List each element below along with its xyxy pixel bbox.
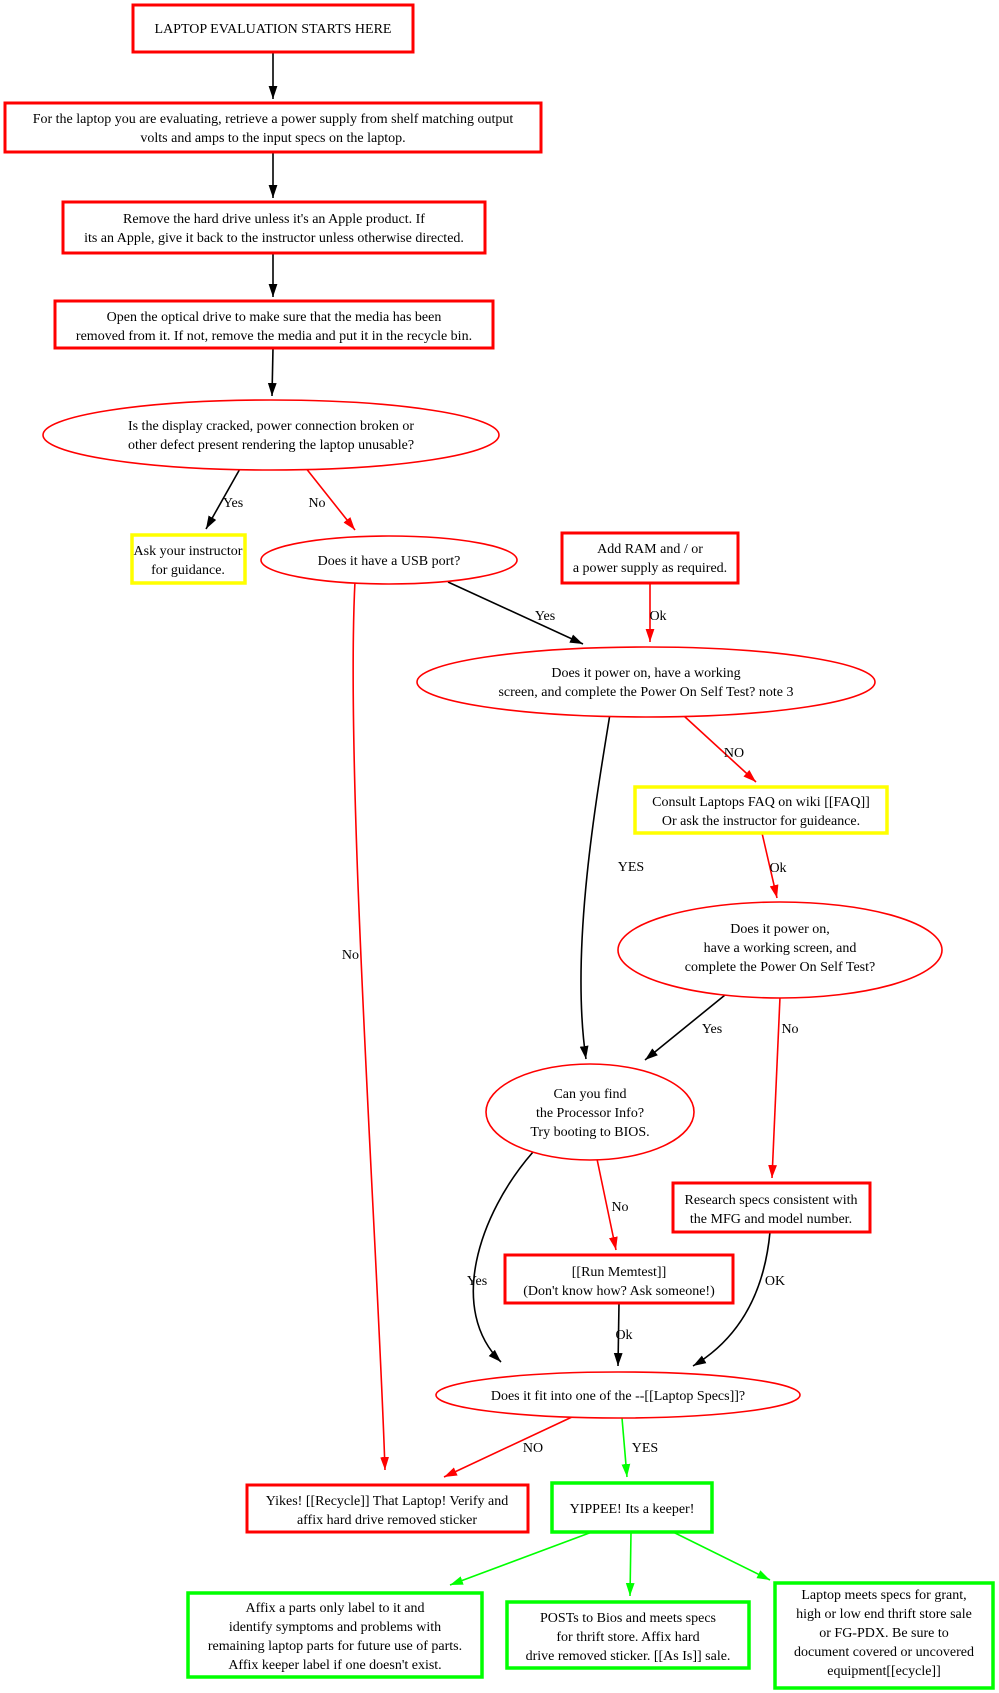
node-thrift-store xyxy=(507,1602,749,1668)
node-run-memtest-text: (Don't know how? Ask someone!) xyxy=(523,1284,715,1299)
node-usb-port-text: Does it have a USB port? xyxy=(317,554,461,569)
edge-fit-yes xyxy=(622,1418,627,1477)
node-consult-faq-text: Or ask the instructor for guideance. xyxy=(661,814,861,829)
edge-label-usb-no: No xyxy=(341,948,359,963)
edge-post-no xyxy=(684,716,756,782)
edge-fit-no xyxy=(444,1417,572,1477)
node-grant-specs-text: Laptop meets specs for grant, xyxy=(801,1588,967,1603)
node-parts-only-text: remaining laptop parts for future use of parts. xyxy=(207,1639,463,1654)
node-grant-specs-text: equipment[[ecycle]] xyxy=(827,1664,941,1679)
edge-usb-no-long xyxy=(353,581,385,1470)
node-power-supply-text: volts and amps to the input specs on the laptop. xyxy=(140,131,406,146)
edge-label-proc-yes: Yes xyxy=(466,1274,488,1289)
edge-yippee-to-parts-only xyxy=(450,1532,592,1585)
node-remove-hdd-text: Remove the hard drive unless it's an Apple product. If xyxy=(123,212,425,227)
node-fit-specs xyxy=(436,1372,800,1418)
node-ask-instructor-text: for guidance. xyxy=(151,563,225,578)
node-add-ram xyxy=(562,533,738,583)
node-run-memtest xyxy=(505,1255,733,1303)
edge-label-post-yes: YES xyxy=(617,860,645,875)
edge-label-faq-ok: Ok xyxy=(769,861,787,876)
node-power-on-post-ellipse xyxy=(417,647,875,717)
node-power-on-post xyxy=(417,647,875,717)
node-parts-only xyxy=(188,1593,482,1677)
node-yikes-recycle xyxy=(247,1485,528,1532)
edge-label-research-ok: OK xyxy=(764,1274,786,1289)
node-display-defect-text: other defect present rendering the laptop unusable? xyxy=(127,438,415,453)
node-research-specs-text: the MFG and model number. xyxy=(689,1212,853,1227)
edge-post-yes-long xyxy=(581,714,610,1059)
edge-label-fit-no: NO xyxy=(522,1441,544,1456)
node-grant-specs xyxy=(775,1583,993,1688)
node-usb-port xyxy=(261,536,517,584)
node-power-on-post-text: Does it power on, have a working xyxy=(551,666,741,681)
edge-label-post2-no: No xyxy=(781,1022,799,1037)
node-consult-faq-text: Consult Laptops FAQ on wiki [[FAQ]] xyxy=(652,795,870,810)
node-ask-instructor-text: Ask your instructor xyxy=(133,544,243,559)
node-power-supply-text: For the laptop you are evaluating, retrieve a power supply from shelf matching output xyxy=(32,112,514,127)
node-run-memtest-text: [[Run Memtest]] xyxy=(571,1265,667,1280)
node-power-on-post2-text: complete the Power On Self Test? xyxy=(684,960,876,975)
node-fit-specs-text: Does it fit into one of the --[[Laptop Specs]]? xyxy=(490,1389,746,1404)
node-parts-only-text: Affix keeper label if one doesn't exist. xyxy=(228,1658,442,1673)
node-research-specs-text: Research specs consistent with xyxy=(684,1193,858,1208)
node-optical-drive xyxy=(55,301,493,348)
edge-label-add-ram-ok: Ok xyxy=(649,609,667,624)
node-yippee-keeper xyxy=(552,1483,712,1532)
node-processor-info-text: Can you find xyxy=(553,1087,627,1102)
node-yikes-recycle-text: affix hard drive removed sticker xyxy=(296,1513,478,1528)
edge-label-post2-yes: Yes xyxy=(701,1022,723,1037)
node-power-on-post2 xyxy=(618,902,942,998)
node-yikes-recycle-text: Yikes! [[Recycle]] That Laptop! Verify and xyxy=(265,1494,509,1509)
node-optical-drive-text: removed from it. If not, remove the media and put it in the recycle bin. xyxy=(75,329,473,344)
node-processor-info-text: Try booting to BIOS. xyxy=(530,1125,650,1140)
edge-yippee-to-grant-specs xyxy=(673,1532,770,1580)
node-add-ram-text: Add RAM and / or xyxy=(597,542,703,557)
node-start-text: LAPTOP EVALUATION STARTS HERE xyxy=(154,22,392,37)
node-ask-instructor xyxy=(132,535,245,583)
edge-label-fit-yes: YES xyxy=(631,1441,659,1456)
node-optical-drive-text: Open the optical drive to make sure that the media has been xyxy=(106,310,442,325)
node-thrift-store-text: POSTs to Bios and meets specs xyxy=(540,1611,716,1626)
node-research-specs xyxy=(673,1183,870,1232)
edge-label-memtest-ok: Ok xyxy=(615,1328,633,1343)
node-thrift-store-text: drive removed sticker. [[As Is]] sale. xyxy=(525,1649,731,1664)
node-display-defect-text: Is the display cracked, power connection broken or xyxy=(127,419,415,434)
node-power-on-post2-text: Does it power on, xyxy=(730,922,830,937)
node-start xyxy=(133,5,413,52)
node-thrift-store-text: for thrift store. Affix hard xyxy=(556,1630,700,1645)
node-display-defect-ellipse xyxy=(43,400,499,470)
edge-label-proc-no: No xyxy=(611,1200,629,1215)
node-processor-info xyxy=(486,1064,694,1160)
edge-usb-yes xyxy=(448,582,583,644)
edge-post2-no xyxy=(772,997,780,1178)
node-consult-faq xyxy=(635,787,887,833)
node-power-on-post-text: screen, and complete the Power On Self Test? note 3 xyxy=(498,685,794,700)
node-grant-specs-text: high or low end thrift store sale xyxy=(796,1607,972,1622)
node-processor-info-text: the Processor Info? xyxy=(535,1106,645,1121)
node-parts-only-text: identify symptoms and problems with xyxy=(228,1620,442,1635)
node-grant-specs-text: document covered or uncovered xyxy=(794,1645,974,1660)
node-parts-only-text: Affix a parts only label to it and xyxy=(245,1601,425,1616)
node-add-ram-text: a power supply as required. xyxy=(572,561,728,576)
edge-yippee-to-thrift-store xyxy=(630,1532,631,1596)
edge-label-display-yes: Yes xyxy=(222,496,244,511)
node-remove-hdd xyxy=(63,202,485,253)
edge-optical-drive-to-display-defect xyxy=(272,348,273,396)
node-power-supply xyxy=(5,103,541,152)
node-grant-specs-text: or FG-PDX. Be sure to xyxy=(819,1626,949,1641)
node-display-defect xyxy=(43,400,499,470)
edge-label-display-no: No xyxy=(308,496,326,511)
node-yippee-keeper-text: YIPPEE! Its a keeper! xyxy=(569,1502,695,1517)
node-power-on-post2-text: have a working screen, and xyxy=(703,941,857,956)
node-remove-hdd-text: its an Apple, give it back to the instructor unless otherwise directed. xyxy=(84,231,464,246)
edge-label-usb-yes: Yes xyxy=(534,609,556,624)
edge-label-post-no: NO xyxy=(723,746,745,761)
